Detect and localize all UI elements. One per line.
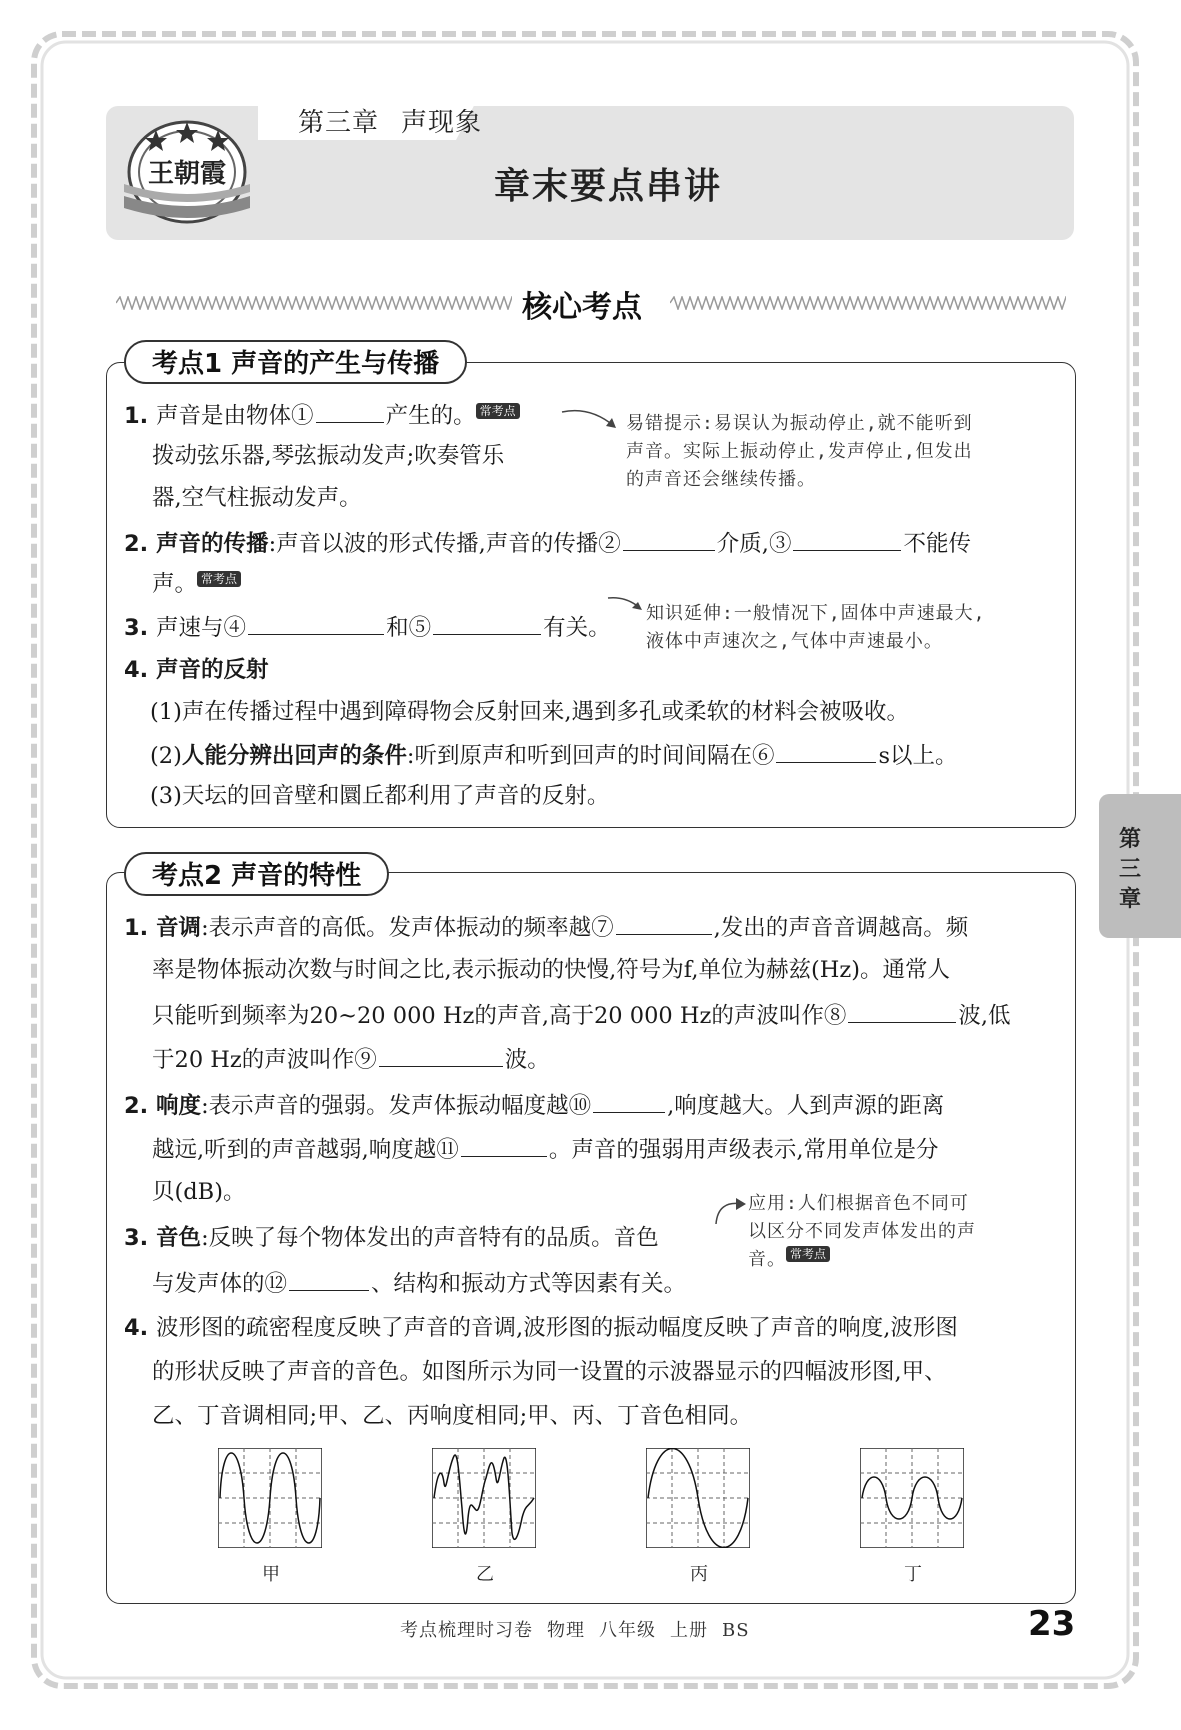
side-tab-char: 章 [1118, 887, 1141, 912]
item-text: :表示声音的高低。发声体振动的频率越⑦ [201, 915, 614, 941]
s2-item1-line2: 率是物体振动次数与时间之比,表示振动的快慢,符号为f,单位为赫兹(Hz)。通常人 [152, 957, 951, 983]
item-heading: 声音的传播 [156, 531, 269, 557]
item-text: 。声音的强弱用声级表示,常用单位是分 [548, 1137, 939, 1163]
title-ornament-right [670, 296, 1066, 310]
item-text: 不能传 [903, 531, 971, 557]
note-line: 的声音还会继续传播。 [626, 469, 816, 490]
footer-item: 八年级 [599, 1620, 656, 1641]
answer-blank-1[interactable] [316, 398, 384, 423]
waveform-bing [646, 1448, 750, 1548]
answer-blank-7[interactable] [616, 910, 712, 935]
item-text: 声。 [152, 571, 198, 597]
chapter-name: 声现象 [401, 108, 483, 138]
item-text: :听到原声和听到回声的时间间隔在⑥ [406, 743, 775, 769]
waveform-label: 乙 [476, 1564, 494, 1585]
item-number: 2. [124, 1093, 157, 1119]
item-text: :反映了每个物体发出的声音特有的品质。音色 [201, 1225, 659, 1251]
answer-blank-6[interactable] [776, 738, 876, 763]
item-text: 于20 Hz的声波叫作⑨ [152, 1047, 377, 1073]
s1-item1-line3: 器,空气柱振动发声。 [152, 485, 362, 511]
note-line: 声音。实际上振动停止,发声停止,但发出 [626, 441, 973, 462]
waveform-label: 丙 [690, 1564, 708, 1585]
s2-item3-line1 [124, 1222, 659, 1254]
answer-blank-2[interactable] [623, 526, 715, 551]
item-text: s以上。 [878, 743, 958, 769]
waveform-jia [218, 1448, 322, 1548]
section-2-label: 考点2 声音的特性 [124, 852, 389, 896]
frequent-point-badge: 常考点 [197, 571, 241, 587]
waveform-label: 甲 [262, 1564, 280, 1585]
note-arrow-2 [606, 594, 646, 622]
item-number: 1. [124, 403, 157, 429]
s1-item2-line2 [152, 568, 241, 600]
chapter-label [298, 102, 504, 139]
knowledge-extension-note [646, 600, 986, 656]
side-tab-char: 第 [1118, 827, 1141, 852]
frequent-point-badge: 常考点 [476, 403, 520, 419]
s2-item4-line3: 乙、丁音调相同;甲、乙、丙响度相同;甲、丙、丁音色相同。 [152, 1403, 753, 1429]
waveform-yi [432, 1448, 536, 1548]
item-text: :表示声音的强弱。发声体振动幅度越⑩ [201, 1093, 592, 1119]
item-text: 和⑤ [386, 615, 432, 641]
note-line: 以区分不同发声体发出的声 [748, 1221, 976, 1242]
item-text: 、结构和振动方式等因素有关。 [371, 1271, 687, 1297]
note-arrow-1 [560, 404, 622, 434]
item-text: 产生的。 [385, 403, 476, 429]
section-1-label: 考点1 声音的产生与传播 [124, 340, 467, 384]
waveform-label: 丁 [904, 1564, 922, 1585]
waveform-ding [860, 1448, 964, 1548]
s2-item2-line1 [124, 1088, 944, 1122]
footer-item: 上册 [670, 1620, 708, 1641]
s2-item2-line2 [152, 1132, 938, 1166]
answer-blank-3[interactable] [793, 526, 901, 551]
note-line: 易错提示:易误认为振动停止,就不能听到 [626, 413, 973, 434]
item-text: 有关。 [543, 615, 611, 641]
s2-item4-line1 [124, 1312, 958, 1344]
note-line: 知识延伸:一般情况下,固体中声速最大, [646, 603, 986, 624]
item-text: 波,低 [958, 1003, 1011, 1029]
s2-item1-line4 [152, 1042, 550, 1076]
s1-item4-sub2 [150, 738, 958, 772]
footer-item: 物理 [547, 1620, 585, 1641]
item-text: 只能听到频率为20~20 000 Hz的声音,高于20 000 Hz的声波叫作⑧ [152, 1003, 847, 1029]
publisher-logo [116, 112, 258, 230]
note-text: 音。 [748, 1249, 786, 1270]
footer-item: BS [722, 1620, 750, 1641]
note-line [748, 1246, 976, 1274]
item-heading: 音色 [156, 1225, 202, 1251]
item-heading: 人能分辨出回声的条件 [181, 743, 407, 769]
item-number: 4. [124, 657, 157, 683]
answer-blank-4[interactable] [248, 610, 384, 635]
side-tab-char: 三 [1118, 857, 1141, 882]
item-text: ,发出的声音音调越高。频 [713, 915, 969, 941]
chapter-side-tab [1099, 794, 1181, 938]
s1-item1-line2: 拨动弦乐器,琴弦振动发声;吹奏管乐 [152, 443, 505, 469]
s2-item2-line3: 贝(dB)。 [152, 1179, 246, 1205]
item-heading: 声音的反射 [156, 657, 269, 683]
item-text: (2) [150, 743, 182, 769]
page-footer [400, 1616, 764, 1642]
answer-blank-8[interactable] [848, 998, 956, 1023]
s2-item3-line2 [152, 1266, 686, 1300]
note-arrow-3 [710, 1192, 750, 1228]
item-text: 波。 [504, 1047, 550, 1073]
item-text: 波形图的疏密程度反映了声音的音调,波形图的振动幅度反映了声音的响度,波形图 [156, 1315, 958, 1341]
item-text: ,响度越大。人到声源的距离 [667, 1093, 945, 1119]
title-ornament-left [116, 296, 512, 310]
application-note [748, 1190, 976, 1274]
answer-blank-12[interactable] [289, 1266, 369, 1291]
item-text: 越远,听到的声音越弱,响度越⑪ [152, 1137, 459, 1163]
answer-blank-11[interactable] [461, 1132, 547, 1157]
answer-blank-5[interactable] [433, 610, 541, 635]
page-title: 章末要点串讲 [494, 166, 723, 207]
item-text: 声速与④ [156, 615, 247, 641]
s2-item1-line3 [152, 998, 1011, 1032]
item-number: 1. [124, 915, 157, 941]
error-tip-note [626, 410, 973, 494]
s2-item1-line1 [124, 910, 968, 944]
item-text: 介质,③ [716, 531, 792, 557]
note-line: 液体中声速次之,气体中声速最小。 [646, 631, 943, 652]
page-number: 23 [1028, 1604, 1076, 1644]
s1-item3 [124, 610, 611, 644]
item-text: 声音是由物体① [156, 403, 314, 429]
s1-item2-line1 [124, 526, 971, 560]
s1-item4-sub1: (1)声在传播过程中遇到障碍物会反射回来,遇到多孔或柔软的材料会被吸收。 [150, 699, 910, 725]
s1-item4-heading [124, 654, 269, 686]
footer-item: 考点梳理时习卷 [400, 1620, 533, 1641]
frequent-point-badge: 常考点 [786, 1246, 830, 1262]
s1-item4-sub3: (3)天坛的回音壁和圜丘都利用了声音的反射。 [150, 783, 610, 809]
core-points-title: 核心考点 [522, 290, 642, 325]
answer-blank-10[interactable] [593, 1088, 665, 1113]
answer-blank-9[interactable] [379, 1042, 503, 1067]
item-heading: 响度 [156, 1093, 202, 1119]
item-heading: 音调 [156, 915, 202, 941]
note-line: 应用:人们根据音色不同可 [748, 1193, 969, 1214]
item-number: 4. [124, 1315, 157, 1341]
chapter-number: 第三章 [298, 108, 380, 138]
item-number: 3. [124, 1225, 157, 1251]
s1-item1-line1 [124, 398, 520, 432]
item-text: :声音以波的形式传播,声音的传播② [268, 531, 621, 557]
item-number: 2. [124, 531, 157, 557]
item-number: 3. [124, 615, 157, 641]
logo-text: 王朝霞 [147, 159, 227, 189]
item-text: 与发声体的⑫ [152, 1271, 288, 1297]
s2-item4-line2: 的形状反映了声音的音色。如图所示为同一设置的示波器显示的四幅波形图,甲、 [152, 1359, 947, 1385]
